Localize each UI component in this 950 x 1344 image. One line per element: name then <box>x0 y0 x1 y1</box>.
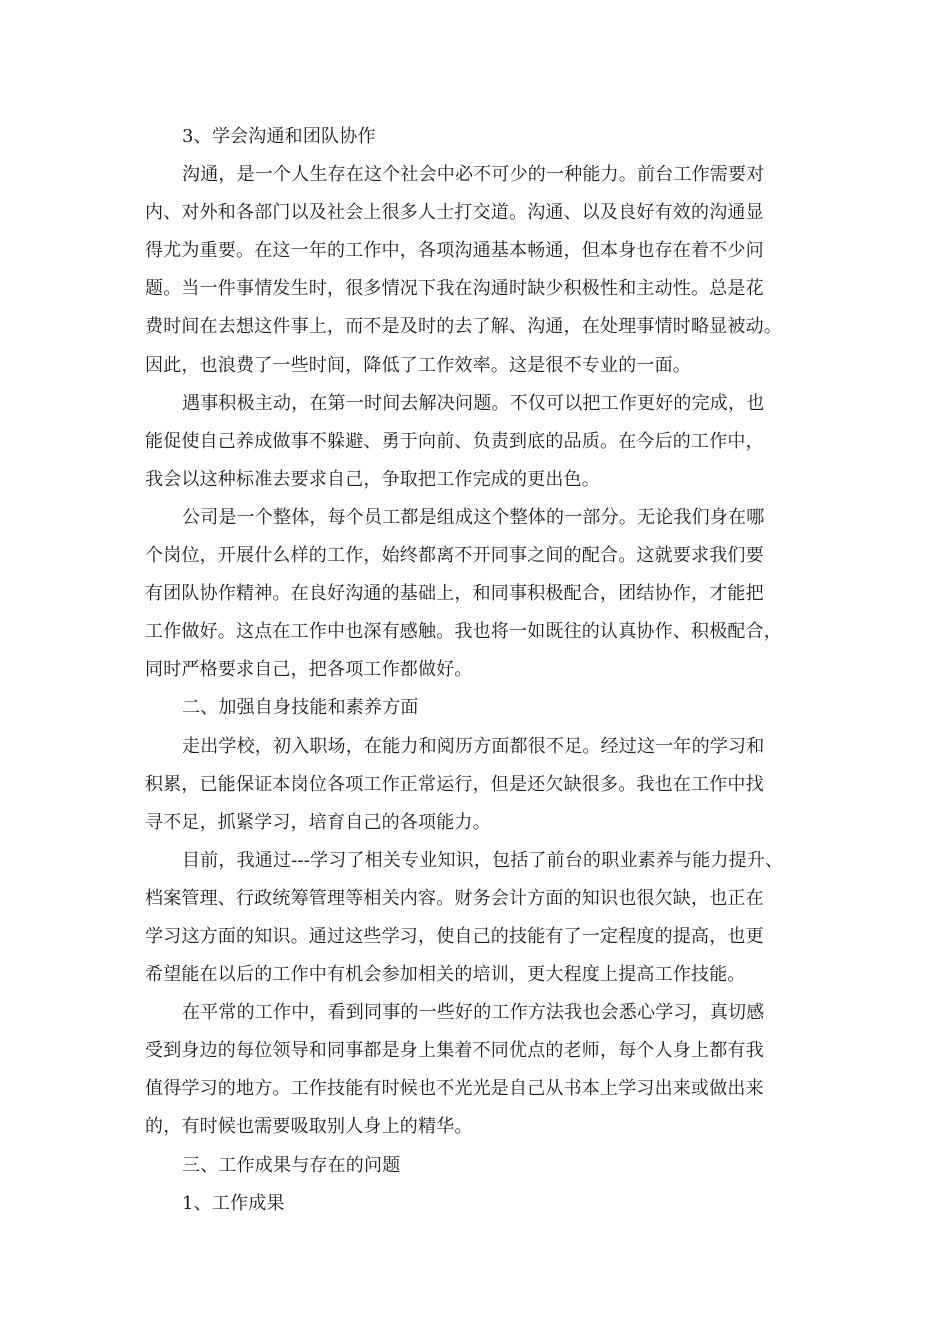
document-body <box>145 118 835 1223</box>
paragraph-line: 的，有时候也需要吸取别人身上的精华。 <box>145 1116 473 1138</box>
paragraph-line: 工作做好。这点在工作中也深有感触。我也将一如既往的认真协作、积极配合， <box>145 621 782 643</box>
paragraph-first-line: 二、加强自身技能和素养方面 <box>182 697 419 719</box>
paragraph-first-line: 3、学会沟通和团队协作 <box>182 126 376 147</box>
paragraph-line: 积累，已能保证本岗位各项工作正常运行，但是还欠缺很多。我也在工作中找 <box>145 773 764 795</box>
paragraph-line: 寻不足，抓紧学习，培育自己的各项能力。 <box>145 811 491 833</box>
paragraph-first-line: 三、工作成果与存在的问题 <box>182 1154 401 1176</box>
paragraph-first-line: 1、工作成果 <box>182 1192 285 1214</box>
paragraph-line: 费时间在去想这件事上，而不是及时的去了解、沟通，在处理事情时略显被动。 <box>145 316 782 338</box>
paragraph-line: 同时严格要求自己，把各项工作都做好。 <box>145 659 473 681</box>
paragraph-first-line: 目前，我通过---学习了相关专业知识，包括了前台的职业素养与能力提升、 <box>182 849 784 871</box>
paragraph-line: 个岗位，开展什么样的工作，始终都离不开同事之间的配合。这就要求我们要 <box>145 545 764 567</box>
paragraph-line: 能促使自己养成做事不躲避、勇于向前、负责到底的品质。在今后的工作中， <box>145 430 764 452</box>
paragraph-first-line: 在平常的工作中，看到同事的一些好的工作方法我也会悉心学习，真切感 <box>182 1002 765 1024</box>
paragraph-first-line: 公司是一个整体，每个员工都是组成这个整体的一部分。无论我们身在哪 <box>182 506 765 528</box>
paragraph-line: 希望能在以后的工作中有机会参加相关的培训，更大程度上提高工作技能。 <box>145 964 746 986</box>
paragraph-line: 得尤为重要。在这一年的工作中，各项沟通基本畅通，但本身也存在着不少问 <box>145 240 764 262</box>
paragraph-line: 有团队协作精神。在良好沟通的基础上，和同事积极配合，团结协作，才能把 <box>145 583 764 605</box>
paragraph-line: 题。当一件事情发生时，很多情况下我在沟通时缺少积极性和主动性。总是花 <box>145 278 764 300</box>
paragraph-line: 内、对外和各部门以及社会上很多人士打交道。沟通、以及良好有效的沟通显 <box>145 202 764 224</box>
paragraph-first-line: 沟通，是一个人生存在这个社会中必不可少的一种能力。前台工作需要对 <box>182 164 765 186</box>
paragraph-line: 因此，也浪费了一些时间，降低了工作效率。这是很不专业的一面。 <box>145 354 691 376</box>
paragraph-line: 学习这方面的知识。通过这些学习，使自己的技能有了一定程度的提高，也更 <box>145 925 764 947</box>
paragraph-first-line: 走出学校，初入职场，在能力和阅历方面都很不足。经过这一年的学习和 <box>182 735 765 757</box>
paragraph-line: 档案管理、行政统筹管理等相关内容。财务会计方面的知识也很欠缺，也正在 <box>145 887 764 909</box>
paragraph-first-line: 遇事积极主动，在第一时间去解决问题。不仅可以把工作更好的完成，也 <box>182 392 765 414</box>
paragraph-line: 受到身边的每位领导和同事都是身上集着不同优点的老师，每个人身上都有我 <box>145 1040 764 1062</box>
paragraph-line: 值得学习的地方。工作技能有时候也不光光是自己从书本上学习出来或做出来 <box>145 1078 764 1100</box>
paragraph-line: 我会以这种标准去要求自己，争取把工作完成的更出色。 <box>145 468 600 490</box>
